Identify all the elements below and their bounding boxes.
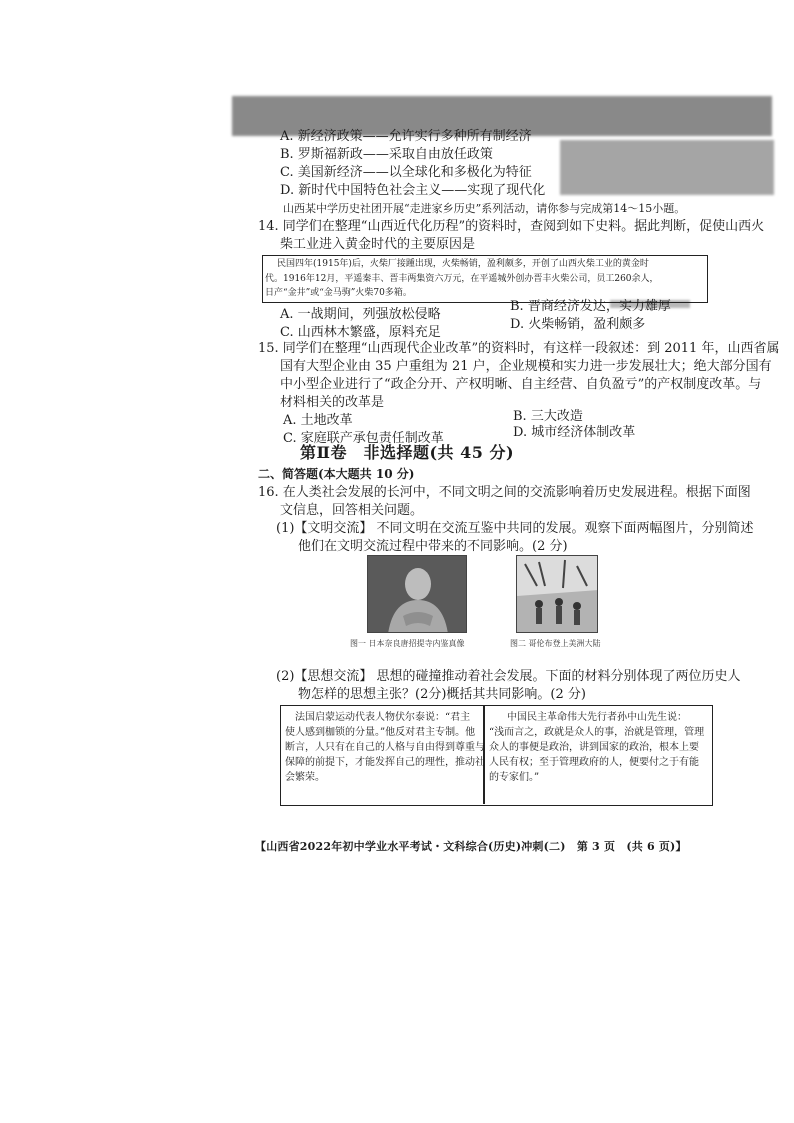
material-line: 法国启蒙运动代表人物伏尔泰说：“君主 xyxy=(295,712,471,723)
q14-material-box xyxy=(262,255,708,303)
q14-option-c: C. 山西林木繁盛，原料充足 xyxy=(280,325,441,340)
q14-option-a: A. 一战期间，列强放松侵略 xyxy=(280,307,441,322)
q16-stem: 16. 在人类社会发展的长河中，不同文明之间的交流影响着历史发展进程。根据下面图 xyxy=(258,485,751,500)
figure-two-caption: 图二 哥伦布登上美洲大陆 xyxy=(510,639,601,648)
material-line: 众人的事便是政治，讲到国家的政治，根本上要 xyxy=(489,742,699,753)
q14-material-line: 日产“金井”或“金马驹”火柴70多箱。 xyxy=(265,288,412,298)
q13-option-b: B. 罗斯福新政——采取自由放任政策 xyxy=(280,147,493,162)
material-line: 断言，人只有在自己的人格与自由得到尊重与 xyxy=(285,742,485,753)
q14-stem: 14. 同学们在整理“山西近代化历程”的资料时，查阅到如下史料。据此判断，促使山西火 xyxy=(258,219,765,234)
material-line: 人民有权；至于管理政府的人，便要付之于有能 xyxy=(489,757,699,768)
q16-stem-cont: 文信息，回答相关问题。 xyxy=(280,503,424,518)
scan-artifact xyxy=(560,140,774,195)
material-line: 的专家们。” xyxy=(489,772,540,783)
q14-option-d: D. 火柴畅销，盈利颇多 xyxy=(510,317,646,332)
q13-option-d: D. 新时代中国特色社会主义——实现了现代化 xyxy=(280,183,546,198)
q15-stem-cont: 国有大型企业由 35 户重组为 21 户，企业规模和实力进一步发展壮大；绝大部分国有 xyxy=(280,359,772,374)
material-line: 中国民主革命伟大先行者孙中山先生说： xyxy=(507,712,687,723)
q14-material-line: 代。1916年12月，平遥秦丰、晋丰两集资六万元，在平遥城外创办晋丰火柴公司，员工260余人， xyxy=(265,274,659,284)
q15-option-c: C. 家庭联产承包责任制改革 xyxy=(283,431,444,446)
material-line: 使人感到枷锁的分量。”他反对君主专制。他 xyxy=(285,727,476,738)
q15-stem-cont: 材料相关的改革是 xyxy=(280,395,385,410)
q15-option-d: D. 城市经济体制改革 xyxy=(513,425,636,440)
jianzhen-statue-image xyxy=(367,555,467,633)
q14-option-b: B. 晋商经济发达，实力雄厚 xyxy=(510,299,671,314)
material-line: “浅而言之，政就是众人的事，治就是管理，管理 xyxy=(489,727,705,738)
section-title: 二、简答题(本大题共 10 分) xyxy=(258,467,415,481)
figure-one-caption: 图一 日本奈良唐招提寺内鉴真像 xyxy=(350,639,465,648)
q13-option-a: A. 新经济政策——允许实行多种所有制经济 xyxy=(280,129,532,144)
q14-stem-cont: 柴工业进入黄金时代的主要原因是 xyxy=(280,237,476,252)
q16-sub2-cont: 物怎样的思想主张？(2分)概括其共同影响。(2 分) xyxy=(298,687,586,702)
q15-option-a: A. 土地改革 xyxy=(283,413,353,428)
section-intro: 山西某中学历史社团开展“走进家乡历史”系列活动，请你参与完成第14～15小题。 xyxy=(283,202,686,215)
q15-stem: 15. 同学们在整理“山西现代企业改革”的资料时，有这样一段叙述：到 2011 年，山西省属 xyxy=(258,341,780,356)
material-line: 会繁荣。 xyxy=(285,772,325,783)
part-two-title: 第Ⅱ卷 非选择题(共 45 分) xyxy=(300,443,515,462)
sun-yatsen-material xyxy=(489,710,704,785)
voltaire-material xyxy=(285,710,485,785)
q16-materials-box xyxy=(280,705,713,806)
q16-sub1-cont: 他们在文明交流过程中带来的不同影响。(2 分) xyxy=(298,539,568,554)
q16-sub2: (2)【思想交流】 思想的碰撞推动着社会发展。下面的材料分别体现了两位历史人 xyxy=(276,669,741,684)
q16-sub1: (1)【文明交流】 不同文明在交流互鉴中共同的发展。观察下面两幅图片，分别简述 xyxy=(276,521,754,536)
q15-stem-cont: 中小型企业进行了“政企分开、产权明晰、自主经营、自负盈亏”的产权制度改革。与 xyxy=(280,377,762,392)
q14-material-line: 民国四年(1915年)后，火柴厂接踵出现，火柴畅销，盈利颇多，开创了山西火柴工业的黄金时 xyxy=(277,259,649,269)
columbus-landing-image xyxy=(516,555,598,633)
page-footer: 【山西省2022年初中学业水平考试・文科综合(历史)冲刺(二) 第 3 页 (共 6 页)】 xyxy=(255,840,687,853)
q13-option-c: C. 美国新经济——以全球化和多极化为特征 xyxy=(280,165,532,180)
q15-option-b: B. 三大改造 xyxy=(513,409,583,424)
material-line: 保障的前提下，才能发挥自己的理性，推动社 xyxy=(285,757,485,768)
